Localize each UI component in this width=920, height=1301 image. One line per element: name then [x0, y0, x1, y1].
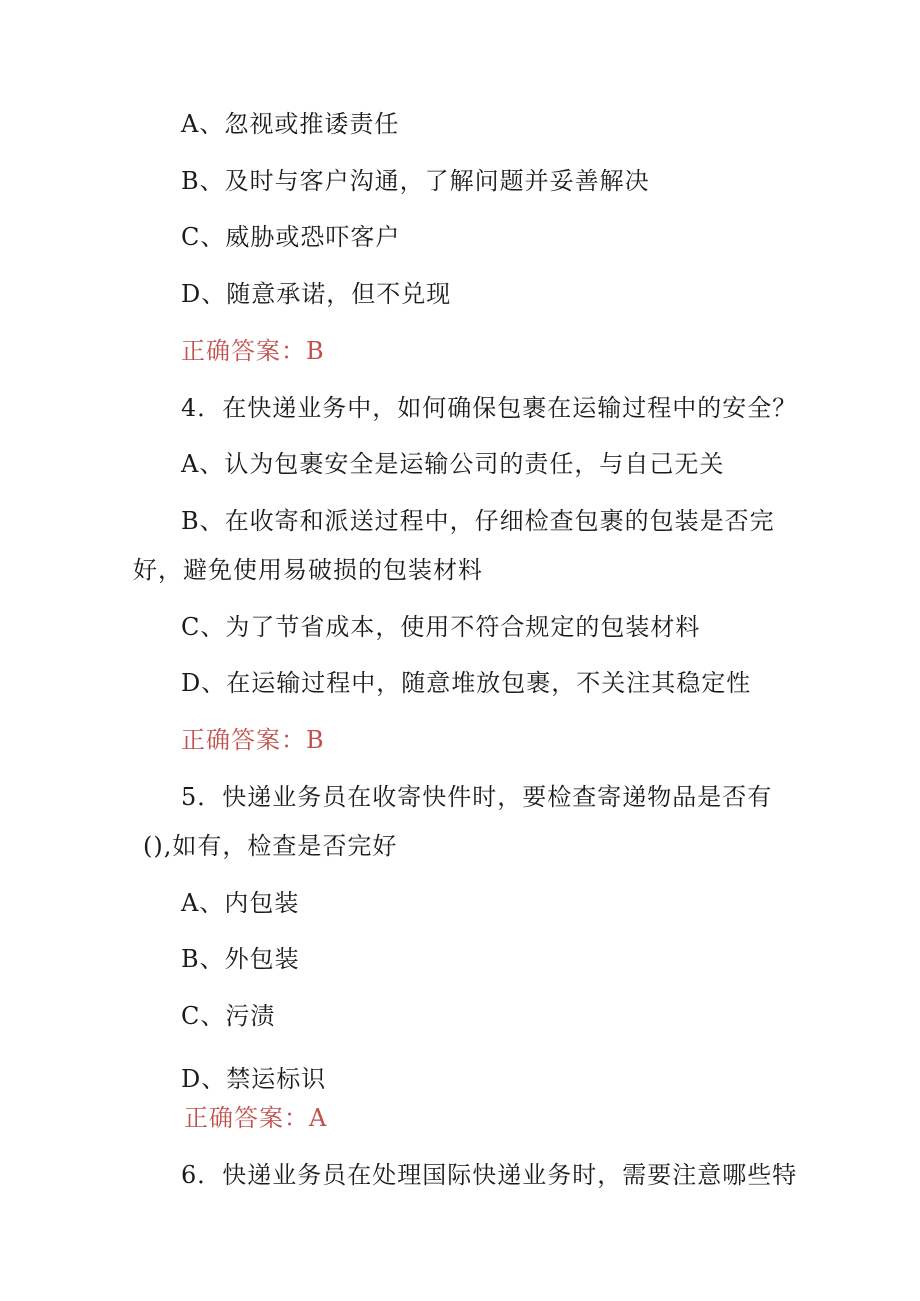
q4-answer: 正确答案：B [181, 726, 325, 754]
q5-option-a: A、内包装 [181, 889, 300, 917]
q6-question: 6．快递业务员在处理国际快递业务时，需要注意哪些特 [181, 1161, 798, 1189]
q4-option-d: D、在运输过程中，随意堆放包裹，不关注其稳定性 [181, 669, 752, 697]
q4-option-c: C、为了节省成本，使用不符合规定的包装材料 [181, 613, 701, 641]
q3-answer: 正确答案：B [181, 337, 325, 365]
q5-option-b: B、外包装 [181, 945, 300, 973]
q3-option-c: C、威胁或恐吓客户 [181, 223, 401, 251]
q5-option-d: D、禁运标识 [181, 1065, 327, 1093]
q3-option-d: D、随意承诺，但不兑现 [181, 280, 452, 308]
q5-question: 5．快递业务员在收寄快件时，要检查寄递物品是否有 [181, 783, 773, 811]
q5-answer: 正确答案：A [184, 1104, 328, 1132]
q5-question-cont: (),如有，检查是否完好 [143, 832, 398, 860]
q5-option-c: C、污渍 [181, 1002, 276, 1030]
q3-option-b: B、及时与客户沟通，了解问题并妥善解决 [181, 167, 650, 195]
q3-option-a: A、忽视或推诿责任 [181, 110, 400, 138]
q4-option-a: A、认为包裹安全是运输公司的责任，与自己无关 [181, 450, 725, 478]
q4-option-b-cont: 好，避免使用易破损的包装材料 [133, 556, 483, 584]
q4-question: 4．在快递业务中，如何确保包裹在运输过程中的安全？ [181, 394, 798, 422]
q4-option-b: B、在收寄和派送过程中，仔细检查包裹的包装是否完 [181, 507, 775, 535]
